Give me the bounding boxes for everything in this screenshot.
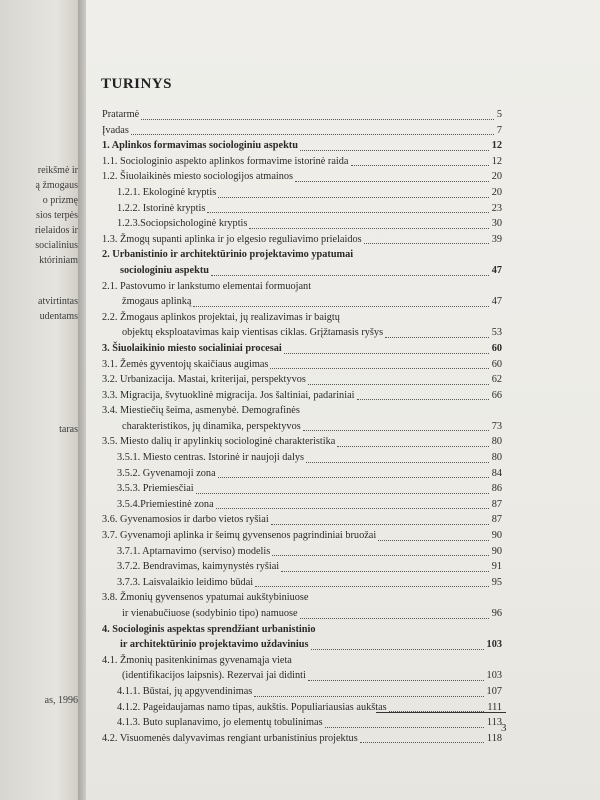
toc-entry-page: 39 [491, 233, 502, 245]
toc-entry [102, 512, 502, 528]
toc-entry-page: 87 [491, 498, 502, 510]
toc-entry [102, 590, 502, 606]
toc-entry-title: 4.2. Visuomenės dalyvavimas rengiant urbanistinius projektus [102, 732, 358, 744]
toc-entry [102, 403, 502, 419]
footnote-separator [376, 712, 506, 713]
toc-leader-dots [311, 649, 484, 650]
toc-leader-dots [337, 446, 489, 447]
toc-entry-title: 3.5.2. Gyvenamoji zona [117, 467, 216, 479]
toc-entry [102, 372, 502, 388]
toc-leader-dots [360, 742, 484, 743]
toc-entry-title: 1. Aplinkos formavimas sociologiniu aspektu [102, 140, 298, 152]
left-page-text-line: o prizmę [42, 195, 78, 206]
page-number: 3 [501, 722, 507, 734]
toc-entry-title: 1.2. Šiuolaikinės miesto sociologijos atmainos [102, 171, 294, 183]
toc-entry-page: 90 [491, 530, 502, 542]
toc-leader-dots [193, 306, 489, 307]
toc-entry-title: 3.3. Migracija, švytuoklinė migracija. Jos šaltiniai, padariniai [102, 389, 355, 401]
toc-entry-title: žmogaus aplinką [122, 296, 192, 308]
toc-entry-page: 23 [491, 202, 502, 214]
left-page-text-line: as, 1996 [44, 695, 78, 706]
toc-leader-dots [218, 477, 489, 478]
toc-leader-dots [141, 119, 494, 120]
toc-entry [102, 154, 502, 170]
toc-entry [102, 169, 502, 185]
toc-leader-dots [308, 384, 489, 385]
left-page-text-line: socialinius [35, 240, 78, 251]
left-page-text-line: taras [59, 424, 78, 435]
toc-entry-title: 3.7.2. Bendravimas, kaimynystės ryšiai [117, 561, 280, 573]
toc-entry [102, 575, 502, 591]
toc-entry-page: 86 [491, 483, 502, 495]
toc-entry [102, 216, 502, 232]
toc-entry [102, 201, 502, 217]
toc-leader-dots [211, 275, 489, 276]
toc-entry [102, 232, 502, 248]
toc-entry [102, 325, 502, 341]
toc-entry-title: Įvadas [102, 124, 129, 136]
toc-entry-title: 1.2.3.Sociopsichologinė kryptis [117, 218, 248, 230]
toc-leader-dots [281, 571, 489, 572]
toc-entry-title: 2. Urbanistinio ir architektūrinio projektavimo ypatumai [102, 249, 354, 261]
toc-entry [102, 559, 502, 575]
toc-entry [102, 497, 502, 513]
toc-entry-page: 103 [486, 670, 502, 682]
toc-entry-page: 113 [486, 717, 502, 729]
toc-entry-title: (identifikacijos laipsnis). Rezervai jai didinti [122, 670, 306, 682]
toc-entry-title: 3.7.3. Laisvalaikio leidimo būdai [117, 576, 254, 588]
toc-entry [102, 279, 502, 295]
toc-entry-title: 3.5.1. Miesto centras. Istorinė ir naujoji dalys [117, 452, 305, 464]
toc-entry-title: 1.2.2. Istorinė kryptis [117, 202, 206, 214]
book-page [86, 0, 600, 800]
toc-entry [102, 310, 502, 326]
toc-entry-title: 1.1. Sociologinio aspekto aplinkos formavime istorinė raida [102, 155, 349, 167]
table-of-contents [102, 107, 502, 746]
toc-entry [102, 185, 502, 201]
toc-leader-dots [351, 165, 489, 166]
toc-entry-title: charakteristikos, jų dinamika, perspektyvos [122, 420, 301, 432]
toc-leader-dots [300, 150, 489, 151]
toc-entry-page: 7 [496, 124, 502, 136]
toc-entry [102, 341, 502, 357]
toc-entry [102, 668, 502, 684]
toc-entry-title: 4.1.2. Pageidaujamas namo tipas, aukštis. Populiariausias aukštas [117, 701, 387, 713]
toc-entry-title: 3.8. Žmonių gyvensenos ypatumai aukštybiniuose [102, 592, 309, 604]
toc-entry-page: 80 [491, 452, 502, 464]
toc-entry-title: 4. Sociologinis aspektas sprendžiant urbanistinio [102, 623, 316, 635]
toc-entry-title: Pratarmė [102, 109, 140, 120]
toc-leader-dots [218, 197, 489, 198]
toc-leader-dots [249, 228, 489, 229]
toc-entry-title: 3.6. Gyvenamosios ir darbo vietos ryšiai [102, 514, 269, 526]
toc-entry-title: ir architektūrinio projektavimo uždavinius [120, 639, 309, 651]
toc-entry-page: 103 [486, 639, 502, 651]
toc-entry-page: 107 [486, 685, 502, 697]
toc-entry-title: 4.1.1. Būstai, jų apgyvendinimas [117, 685, 253, 697]
toc-leader-dots [207, 212, 489, 213]
toc-entry [102, 138, 502, 154]
toc-leader-dots [357, 399, 489, 400]
toc-entry [102, 528, 502, 544]
toc-leader-dots [303, 430, 489, 431]
toc-entry-page: 30 [491, 218, 502, 230]
toc-entry-page: 96 [491, 608, 502, 619]
left-page-text-line: ą žmogaus [35, 180, 78, 191]
toc-entry-title: 3.7. Gyvenamoji aplinka ir šeimų gyvensenos pagrindiniai bruožai [102, 530, 377, 542]
toc-leader-dots [270, 368, 489, 369]
toc-entry-page: 90 [491, 545, 502, 557]
toc-entry-title: 2.2. Žmogaus aplinkos projektai, jų realizavimas ir baigtų [102, 311, 340, 323]
toc-entry-title: 4.1.3. Buto suplanavimo, jo elementų tobulinimas [117, 717, 323, 729]
toc-entry-page: 118 [486, 732, 502, 744]
toc-entry-page: 80 [491, 436, 502, 448]
toc-leader-dots [284, 353, 489, 354]
toc-entry [102, 450, 502, 466]
toc-entry-title: 3.5. Miesto dalių ir apylinkių sociologinė charakteristika [102, 436, 336, 448]
toc-entry [102, 653, 502, 669]
toc-entry-page: 20 [491, 186, 502, 198]
toc-entry [102, 544, 502, 560]
toc-entry [102, 731, 502, 747]
toc-entry-page: 111 [487, 701, 502, 713]
toc-entry [102, 481, 502, 497]
toc-entry-title: 3.2. Urbanizacija. Mastai, kriterijai, perspektyvos [102, 374, 306, 386]
toc-entry [102, 434, 502, 450]
toc-leader-dots [325, 727, 484, 728]
toc-entry-page: 12 [491, 140, 502, 152]
toc-entry [102, 637, 502, 653]
toc-entry-title: ir vienabučiuose (sodybinio tipo) namuose [122, 608, 298, 619]
toc-entry-page: 47 [491, 264, 502, 276]
toc-entry-page: 66 [491, 389, 502, 401]
toc-entry-title: 2.1. Pastovumo ir lankstumo elementai formuojant [102, 280, 312, 292]
toc-entry [102, 294, 502, 310]
toc-entry-page: 60 [491, 358, 502, 370]
toc-leader-dots [216, 508, 489, 509]
toc-leader-dots [196, 493, 489, 494]
toc-entry-title: 3.1. Žemės gyventojų skaičiaus augimas [102, 358, 269, 370]
toc-leader-dots [364, 243, 489, 244]
left-page-text-line: sios terpės [36, 210, 78, 221]
toc-entry-title: 4.1. Žmonių pasitenkinimas gyvenamąja vieta [102, 654, 292, 666]
toc-entry-title: 3.7.1. Aptarnavimo (serviso) modelis [117, 545, 271, 557]
toc-entry-title: objektų eksploatavimas kaip vientisas ciklas. Grįžtamasis ryšys [122, 327, 384, 339]
left-page-text-line: któriniam [39, 255, 78, 266]
toc-entry-page: 95 [491, 576, 502, 588]
toc-entry-page: 87 [491, 514, 502, 526]
toc-entry-title: 3.5.3. Priemiesčiai [117, 483, 194, 495]
toc-entry-page: 53 [491, 327, 502, 339]
toc-leader-dots [306, 462, 489, 463]
left-page-text-line: atvirtintas [38, 296, 78, 307]
toc-entry [102, 123, 502, 139]
toc-entry-page: 20 [491, 171, 502, 183]
toc-entry [102, 466, 502, 482]
toc-entry [102, 606, 502, 622]
toc-leader-dots [271, 524, 489, 525]
page-title: TURINYS [101, 76, 173, 92]
toc-leader-dots [300, 618, 489, 619]
left-page-text-line: rielaidos ir [34, 225, 78, 236]
toc-entry-page: 60 [491, 342, 502, 354]
toc-entry-page: 5 [496, 109, 502, 120]
toc-leader-dots [255, 586, 489, 587]
toc-entry [102, 715, 502, 731]
left-page-text-line: udentams [39, 311, 78, 322]
toc-entry-page: 12 [491, 155, 502, 167]
toc-entry [102, 263, 502, 279]
left-page-text-line: reikšmė ir [37, 165, 78, 176]
toc-entry-title: 3. Šiuolaikinio miesto socialiniai procesai [102, 342, 282, 354]
toc-leader-dots [385, 337, 489, 338]
toc-entry [102, 107, 502, 123]
toc-entry-page: 47 [491, 296, 502, 308]
toc-entry-title: sociologiniu aspektu [120, 264, 209, 276]
toc-entry [102, 684, 502, 700]
toc-entry-title: 3.4. Miestiečių šeima, asmenybė. Demografinės [102, 405, 300, 417]
toc-leader-dots [378, 540, 489, 541]
toc-entry-page: 73 [491, 420, 502, 432]
toc-entry [102, 357, 502, 373]
toc-leader-dots [308, 680, 484, 681]
toc-leader-dots [254, 696, 484, 697]
toc-entry [102, 388, 502, 404]
toc-entry-title: 1.3. Žmogų supanti aplinka ir jo elgesio reguliavimo prielaidos [102, 233, 362, 245]
toc-entry-page: 84 [491, 467, 502, 479]
toc-entry [102, 419, 502, 435]
toc-entry-title: 3.5.4.Priemiestinė zona [117, 498, 214, 510]
toc-leader-dots [272, 555, 489, 556]
toc-entry [102, 247, 502, 263]
toc-entry [102, 622, 502, 638]
toc-entry-page: 62 [491, 374, 502, 386]
left-page-fragment [0, 0, 80, 800]
toc-leader-dots [131, 134, 494, 135]
toc-entry-page: 91 [491, 561, 502, 573]
toc-entry-title: 1.2.1. Ekologinė kryptis [117, 186, 217, 198]
toc-leader-dots [295, 181, 489, 182]
